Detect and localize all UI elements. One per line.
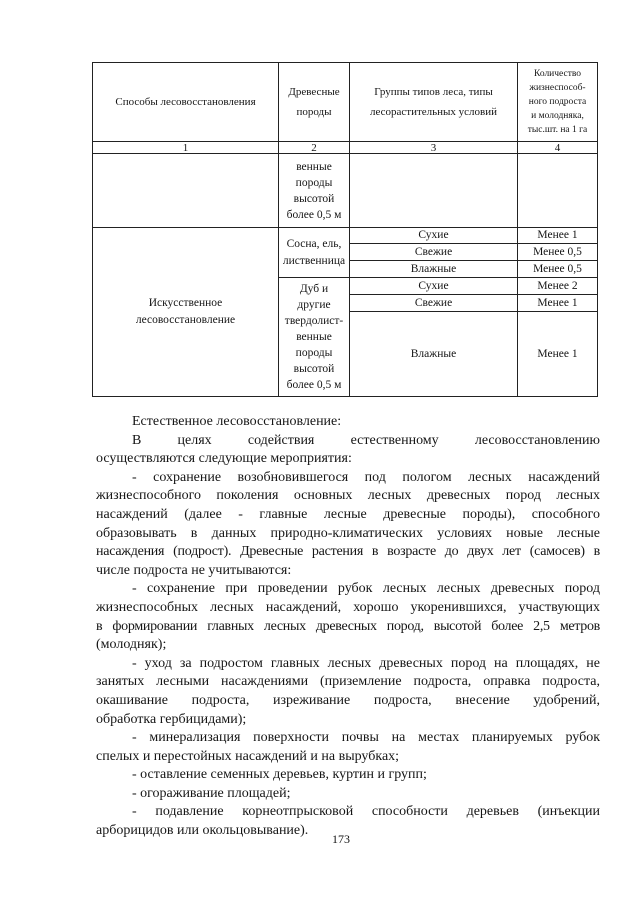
paragraph-line: - огораживание площадей; — [132, 785, 291, 801]
header-quantity: Количество жизнеспособ- ного подроста и молодняка, тыс.шт. на 1 га — [527, 69, 588, 135]
table-row: Менее 1 — [537, 296, 578, 309]
paragraph-line: занятых лесными насаждениями (приземление подроста, оправка подроста, — [96, 674, 600, 690]
paragraph-line: окашивание подроста, изреживание подроста, внесение удобрений, — [96, 692, 600, 708]
continued-species-cell: венные породы высотой более 0,5 м — [286, 160, 342, 221]
column-number-3: 3 — [430, 141, 437, 154]
paragraph-line: спелых и перестойных насаждений и на вырубках; — [96, 748, 400, 764]
table-row: Менее 1 — [537, 347, 578, 360]
species-conifers: Сосна, ель, лиственница — [282, 237, 346, 267]
paragraph-line: - минерализация поверхности почвы на местах планируемых рубок — [132, 730, 600, 746]
paragraph-line: насаждений (далее - главные лесные древесные породы), способного — [96, 506, 600, 522]
header-species: Древесные породы — [288, 86, 340, 118]
header-forest-types: Группы типов леса, типы лесорастительных условий — [369, 86, 498, 118]
paragraph-line: насаждения (подрост). Древесные растения в возрасте до двух лет (самосев) в — [96, 544, 600, 560]
paragraph-line: - оставление семенных деревьев, куртин и групп; — [132, 767, 427, 783]
table-row: Влажные — [410, 347, 457, 360]
table-row: Менее 1 — [537, 229, 578, 241]
page-number: 173 — [332, 832, 350, 846]
header-methods: Способы лесовосстановления — [115, 96, 256, 108]
paragraph-line: (молодняк); — [96, 637, 167, 653]
paragraph-line: - сохранение при проведении рубок лесных лесных древесных пород — [132, 581, 600, 597]
species-hardwoods: Дуб и другие твердолист- венные породы высотой более 0,5 м — [284, 283, 344, 391]
table-row: Свежие — [414, 296, 453, 309]
paragraph-line: образовывать в данных природно-климатических условиях новые лесные — [96, 525, 600, 541]
table-row: Менее 2 — [537, 279, 578, 292]
table-row: Менее 0,5 — [533, 262, 582, 275]
paragraph-line: обработка гербицидами); — [96, 711, 247, 727]
table-row: Сухие — [418, 229, 449, 241]
column-number-2: 2 — [311, 141, 317, 154]
paragraph-line: числе подроста не учитываются: — [96, 562, 292, 578]
table-row: Менее 0,5 — [533, 245, 582, 258]
paragraph-line: В целях содействия естественному лесовосстановлению — [132, 432, 600, 448]
table-row: Влажные — [410, 262, 457, 275]
method-artificial: Искусственное лесовосстановление — [135, 297, 236, 326]
paragraph-line: осуществляются следующие мероприятия: — [96, 451, 352, 467]
paragraph-line: - уход за подростом главных лесных древесных пород на площадях, не — [132, 655, 600, 671]
paragraph-line: арборицидов или окольцовывание). — [96, 823, 309, 839]
column-number-1: 1 — [182, 141, 189, 154]
column-number-4: 4 — [554, 141, 561, 154]
table-row: Свежие — [414, 245, 453, 258]
paragraph-line: в формировании главных лесных древесных пород, высотой более 2,5 метров — [96, 618, 600, 634]
paragraph-line: - подавление корнеотпрысковой способности деревьев (инъекции — [132, 804, 600, 820]
paragraph-line: - сохранение возобновившегося под пологом лесных насаждений — [132, 469, 600, 485]
body-text — [96, 413, 600, 841]
table-row: Сухие — [418, 279, 449, 292]
section-heading: Естественное лесовосстановление: — [132, 414, 342, 429]
paragraph-line: жизнеспособных лесных насаждений, хорошо укоренившихся, участвующих — [96, 599, 600, 615]
paragraph-line: жизнеспособного поколения основных лесных древесных пород лесных — [96, 488, 600, 504]
